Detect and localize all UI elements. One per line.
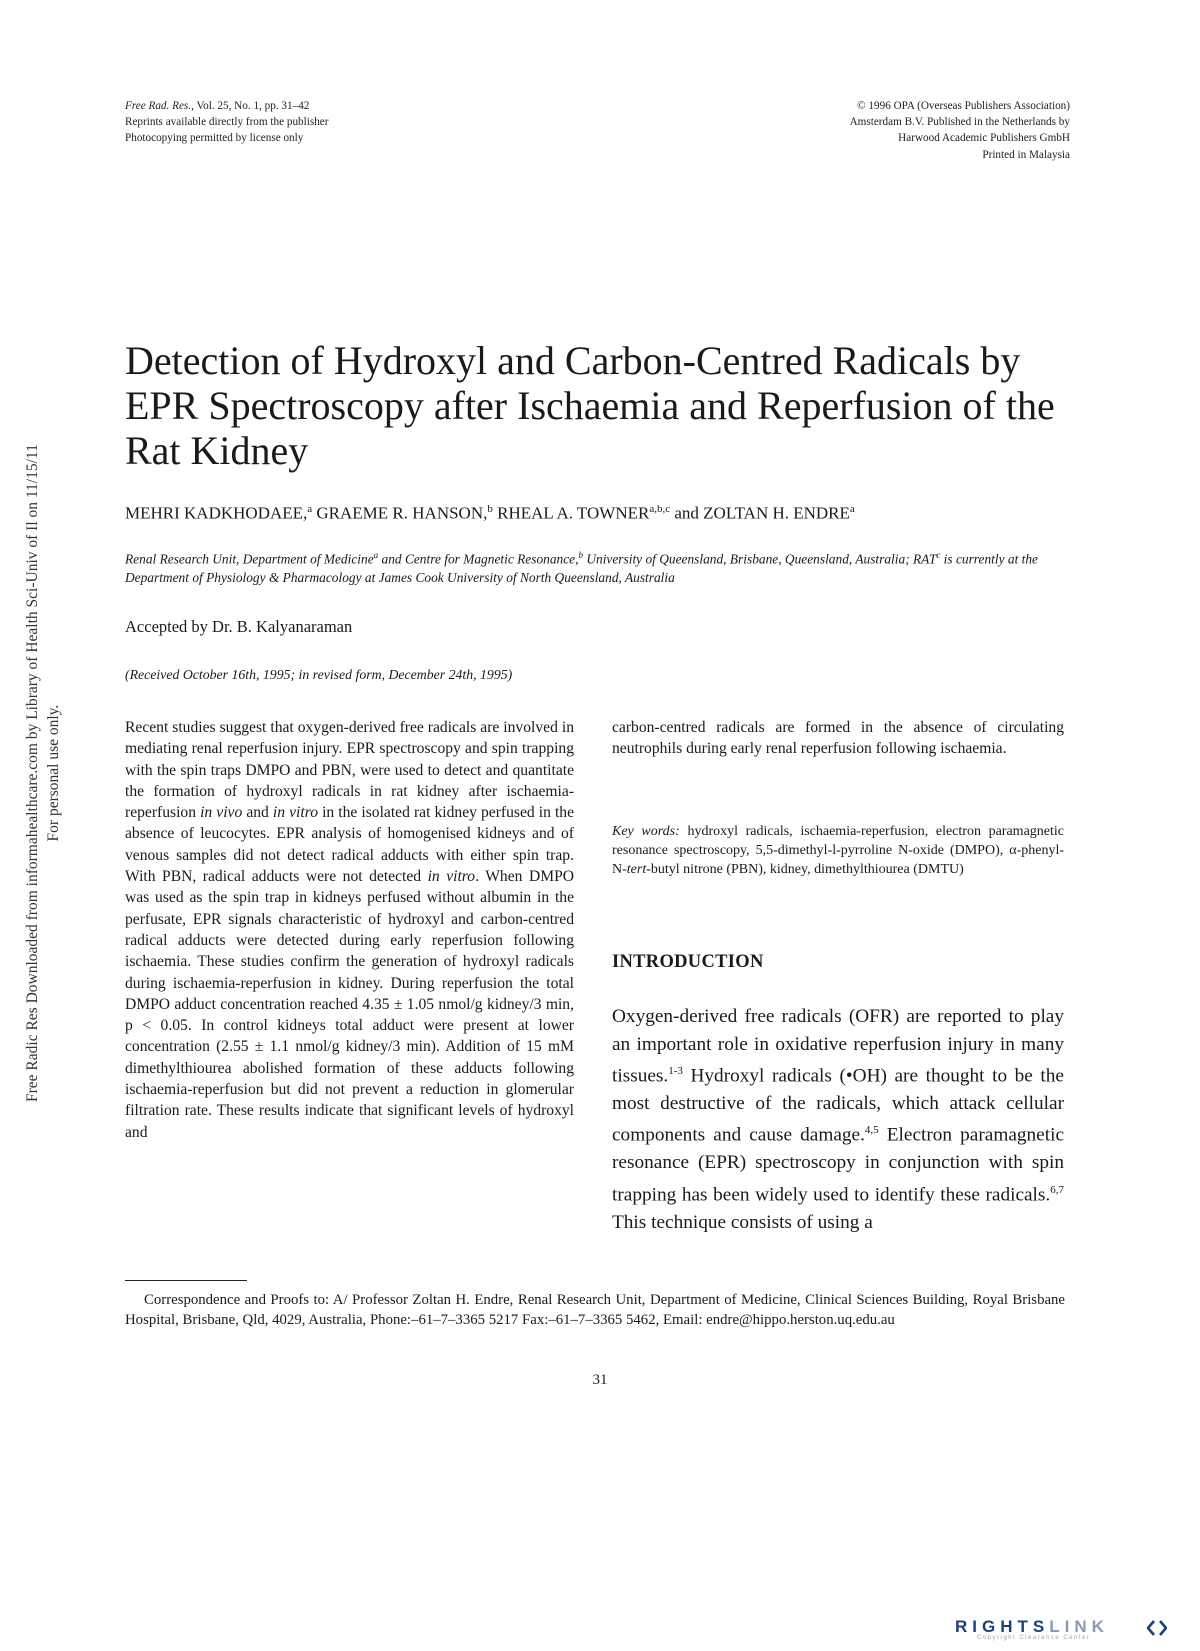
author-3-affil: a,b,c xyxy=(649,503,671,515)
rightslink-part-2: LINK xyxy=(1049,1617,1109,1636)
journal-name: Free Rad. Res. xyxy=(125,100,192,112)
intro-ref-3: 6,7 xyxy=(1050,1183,1064,1196)
download-watermark-line2: For personal use only. xyxy=(45,704,62,842)
intro-ref-1: 1-3 xyxy=(668,1065,683,1077)
intro-part-3: Electron paramagnetic resonance (EPR) spectroscopy in conjunction with spin trapping has been widely used to identify these radicals. xyxy=(612,1124,1065,1206)
photocopy-note: Photocopying permitted by license only xyxy=(125,132,304,145)
author-4: and ZOLTAN H. ENDRE xyxy=(670,503,850,523)
journal-volume: , Vol. 25, No. 1, pp. 31–42 xyxy=(191,100,310,112)
abstract-text xyxy=(125,717,574,1143)
author-3: RHEAL A. TOWNER xyxy=(492,503,650,523)
article-title: Detection of Hydroxyl and Carbon-Centred Radicals by EPR Spectroscopy after Ischaemia and Reperfusion of the Rat Kidney xyxy=(125,338,1055,473)
keywords xyxy=(612,822,1064,879)
abstract-part-4: . When DMPO was used as the spin trap in kidneys perfused without albumin in the perfusate, EPR signals characteristic of hydroxyl and carbon-centred radical adducts were detected during early reperfusion following ischaemia. These studies confirm the generation of hydroxyl radicals during ischaemia-reperfusion in kidney. During reperfusion the total DMPO adduct concentration reached 4.35 ± 1.05 nmol/g kidney/3 min, p < 0.05. In control kidneys total adduct were present at lower concentration (2.55 ± 1.1 nmol/g kidney/3 min). Addition of 15 mM dimethylthiourea abolished formation of these adducts following ischaemia-reperfusion but did not prevent a reduction in glomerular filtration rate. These results indicate that significant levels of hydroxyl and xyxy=(125,868,575,1141)
copyright-line: © 1996 OPA (Overseas Publishers Association) xyxy=(857,100,1070,112)
intro-ref-2: 4,5 xyxy=(864,1124,879,1137)
author-2: GRAEME R. HANSON, xyxy=(312,503,488,523)
author-2-affil: b xyxy=(487,503,493,515)
keywords-italic: tert xyxy=(626,862,647,877)
publisher-line1: Amsterdam B.V. Published in the Netherlands by xyxy=(849,116,1070,129)
printed-line: Printed in Malaysia xyxy=(982,148,1070,161)
received-dates: (Received October 16th, 1995; in revised form, December 24th, 1995) xyxy=(125,667,513,682)
intro-part-4: This technique consists of using a xyxy=(612,1211,873,1233)
journal-header xyxy=(125,98,329,147)
author-list xyxy=(125,503,855,524)
download-watermark-line1: Free Radic Res Downloaded from informahealthcare.com by Library of Health Sci-Univ of Il on 11/15/11 xyxy=(24,444,41,1102)
affil-part-1: Renal Research Unit, Department of Medicine xyxy=(125,551,374,567)
accepted-by: Accepted by Dr. B. Kalyanaraman xyxy=(125,617,353,636)
keywords-label: Key words: xyxy=(612,824,680,839)
publisher-header xyxy=(850,98,1070,163)
publisher-line2: Harwood Academic Publishers GmbH xyxy=(898,132,1070,145)
footnote-rule xyxy=(125,1280,247,1281)
abstract-part-3: in the isolated rat kidney perfused in the absence of leucocytes. EPR analysis of homogenised kidneys and of venous samples did not detect radical adducts with either spin trap. With PBN, radical adducts were not detected xyxy=(125,804,574,886)
affiliations xyxy=(125,546,1075,587)
abstract-part-1: Recent studies suggest that oxygen-derived free radicals are involved in mediating renal reperfusion injury. EPR spectroscopy and spin trapping with the spin traps DMPO and PBN, were used to detect and quantitate the formation of hydroxyl radicals in rat kidney after ischaemia-reperfusion xyxy=(125,719,574,822)
author-4-affil: a xyxy=(849,503,855,515)
abstract-part-2: and xyxy=(242,804,273,822)
section-heading-introduction: INTRODUCTION xyxy=(612,952,764,972)
author-1: MEHRI KADKHODAEE, xyxy=(125,503,308,523)
affil-mark-c: c xyxy=(936,550,941,560)
keywords-part-1: hydroxyl radicals, ischaemia-reperfusion, electron paramagnetic resonance spectroscopy, 5,5-dimethyl-l-pyrroline N-oxide (DMPO), α-phenyl-N- xyxy=(612,824,1064,877)
introduction-text xyxy=(612,1003,1064,1236)
author-1-affil: a xyxy=(307,503,313,515)
keywords-part-2: -butyl nitrone (PBN), kidney, dimethylthiourea (DMTU) xyxy=(646,862,964,877)
page-number: 31 xyxy=(592,1372,608,1388)
abstract-italic-3: in vitro xyxy=(427,868,476,886)
affil-part-2: and Centre for Magnetic Resonance, xyxy=(378,551,579,567)
intro-part-1: Oxygen-derived free radicals (OFR) are reported to play an important role in oxidative reperfusion injury in many tissues. xyxy=(612,1006,1064,1087)
rightslink-logo[interactable] xyxy=(955,1617,1167,1647)
intro-part-2: Hydroxyl radicals (•OH) are thought to be the most destructive of the radicals, which attack cellular components and cause damage. xyxy=(612,1065,1064,1146)
rightslink-part-1: RIGHTS xyxy=(955,1617,1050,1636)
affil-part-3: University of Queensland, Brisbane, Queensland, Australia; RAT xyxy=(582,551,937,567)
download-watermark xyxy=(22,444,64,1102)
rightslink-subtitle: Copyright Clearance Center xyxy=(977,1635,1091,1641)
affil-part-4: is currently at the Department of Physiology & Pharmacology at James Cook University of North Queensland, Australia xyxy=(125,551,1038,586)
rightslink-arrows-icon xyxy=(1147,1619,1167,1637)
correspondence-footnote: Correspondence and Proofs to: A/ Professor Zoltan H. Endre, Renal Research Unit, Department of Medicine, Clinical Sciences Building, Royal Brisbane Hospital, Brisbane, Qld, 4029, Australia, Phone:–61–7–3365 5217 Fax:–61–7–3365 5462, Email: endre@hippo.herston.uq.edu.au xyxy=(125,1292,1065,1328)
abstract-continuation: carbon-centred radicals are formed in the absence of circulating neutrophils during early renal reperfusion following ischaemia. xyxy=(612,719,1064,758)
reprints-note: Reprints available directly from the publisher xyxy=(125,116,329,129)
affil-mark-a: a xyxy=(373,550,379,560)
abstract-italic-1: in vivo xyxy=(200,804,243,822)
abstract-italic-2: in vitro xyxy=(272,804,318,822)
affil-mark-b: b xyxy=(578,550,583,560)
